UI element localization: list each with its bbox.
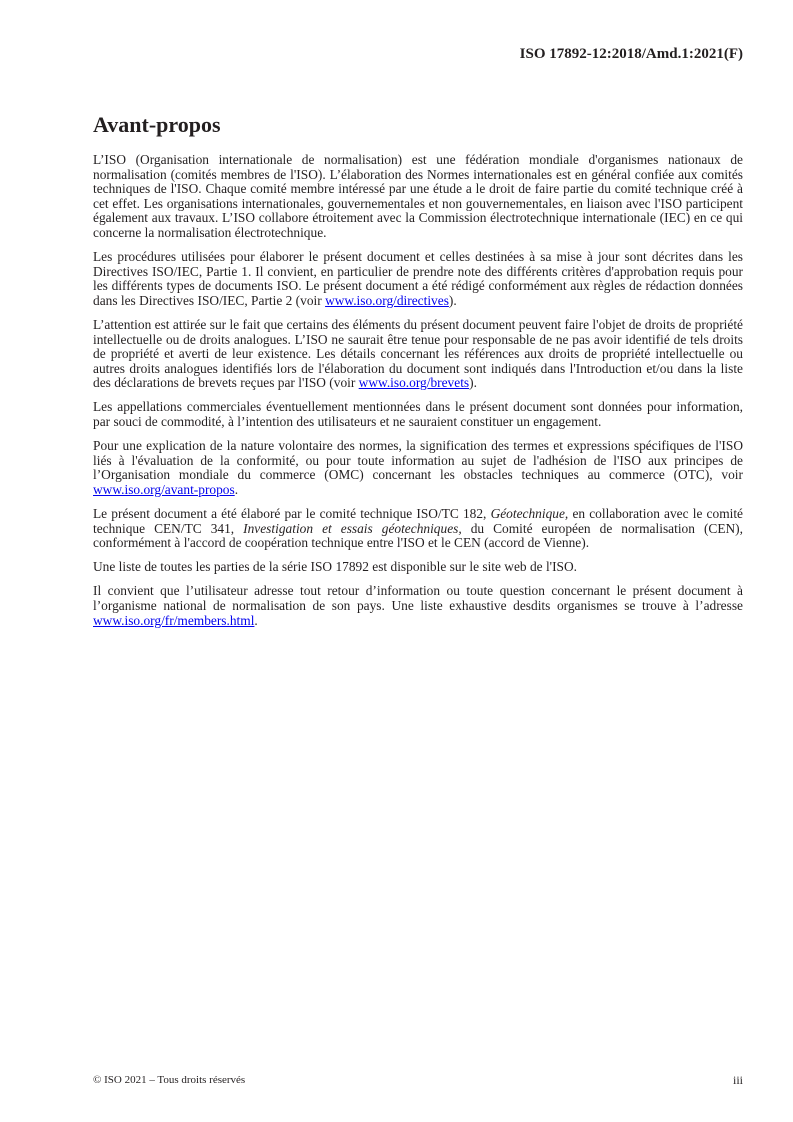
- link-brevets[interactable]: www.iso.org/brevets: [358, 375, 470, 391]
- page-title: Avant-propos: [93, 112, 221, 137]
- paragraph-procedures: [93, 250, 743, 308]
- text: ).: [448, 292, 457, 308]
- committee-title: Géotechnique,: [490, 505, 569, 521]
- text: Il convient que l’utilisateur adresse tout retour d’information ou toute question concernant le présent document à l’organisme national de normalisation de son pays. Une liste exhaustive desdits organismes se trouve à l’adresse: [93, 583, 743, 613]
- paragraph-voluntary-nature: [93, 439, 743, 497]
- link-avant-propos[interactable]: www.iso.org/avant-propos: [93, 481, 235, 497]
- text: L’attention est attirée sur le fait que certains des éléments du présent document peuvent faire l'objet de droits de propriété intellectuelle ou de droits analogues. L’ISO ne saurait être tenue pour responsable de ne pas avoir identifié de tels droits de propriété et averti de leur existence. Les détails concernant les références aux droits de propriété intellectuelle ou autres droits analogues identifiés lors de l'élaboration du document sont indiqués dans l'Introduction et/ou dans la liste des déclarations de brevets reçues par l'ISO (voir: [93, 316, 743, 391]
- text: .: [234, 481, 239, 497]
- text: .: [254, 612, 258, 628]
- page-number: iii: [732, 1073, 743, 1087]
- link-members[interactable]: www.iso.org/fr/members.html: [93, 612, 255, 628]
- document-identifier: ISO 17892-12:2018/Amd.1:2021(F): [519, 46, 743, 62]
- text: Le présent document a été élaboré par le comité technique ISO/TC 182,: [93, 505, 491, 521]
- paragraph-iso-intro: L’ISO (Organisation internationale de normalisation) est une fédération mondiale d'organismes nationaux de normalisation (comités membres de l'ISO). L’élaboration des Normes internationales est en général confiée aux comités techniques de l'ISO. Chaque comité membre intéressé par une étude a le droit de faire partie du comité technique créé à cet effet. Les organisations internationales, gouvernementales et non gouvernementales, en liaison avec l'ISO participent également aux travaux. L’ISO collabore étroitement avec la Commission électrotechnique internationale (IEC) en ce qui concerne la normalisation électrotechnique.: [93, 152, 743, 240]
- text: du Comité européen de normalisation (CEN), conformément à l'accord de coopération technique entre l'ISO et le CEN (accord de Vienne).: [93, 520, 743, 551]
- paragraph-committee: [93, 507, 743, 551]
- text: en collaboration avec le comité technique CEN/TC 341,: [93, 505, 743, 536]
- paragraph-trade-names: Les appellations commerciales éventuellement mentionnées dans le présent document sont données pour information, par souci de commodité, à l’intention des utilisateurs et ne sauraient constituer un engagement.: [93, 399, 743, 429]
- link-directives[interactable]: www.iso.org/directives: [325, 292, 449, 308]
- text: ).: [469, 375, 477, 391]
- text: Pour une explication de la nature volontaire des normes, la signification des termes et expressions spécifiques de l'ISO liés à l'évaluation de la conformité, ou pour toute information au sujet de l'adhésion de l'ISO aux principes de l’Organisation mondiale du commerce (OMC) concernant les obstacles techniques au commerce (OTC), voir: [93, 438, 743, 483]
- paragraph-series: Une liste de toutes les parties de la série ISO 17892 est disponible sur le site web de l'ISO.: [93, 559, 578, 575]
- footer-copyright: © ISO 2021 – Tous droits réservés: [93, 1074, 246, 1086]
- paragraph-feedback: [93, 584, 743, 628]
- text: Les procédures utilisées pour élaborer le présent document et celles destinées à sa mise à jour sont décrites dans les Directives ISO/IEC, Partie 1. Il convient, en particulier de prendre note des différents critères d'approbation requis pour les différents types de documents ISO. Le présent document a été rédigé conformément aux règles de rédaction données dans les Directives ISO/IEC, Partie 2 (voir: [93, 249, 743, 308]
- cen-committee-title: Investigation et essais géotechniques,: [243, 520, 462, 536]
- paragraph-patents: [93, 318, 743, 391]
- document-body: [93, 153, 743, 638]
